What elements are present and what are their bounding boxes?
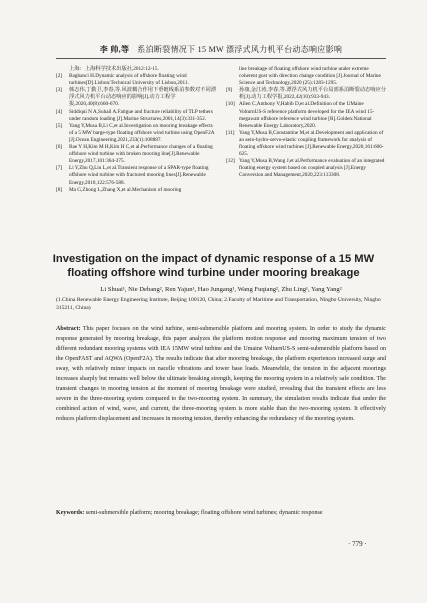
reference-number: [12]	[226, 158, 235, 165]
abstract-text: This paper focuses on the wind turbine, semi-submersible platform and mooring system. In order to study the dynamic response generated by mooring breakage, this paper analyzes the platform motion response and mooring maximum tension of two different redundant mooring systems with IEA 15MW wind turbine and the Umaine VolturnUS-S semi-submersible platform based on the OpenFAST and AQWA (OpenF2A). The results indicate that after mooring breakage, the platform experiences increased surge and sway, with relatively minor impacts on nacelle vibrations and tower base loads. Meanwhile, the tension in the adjacent moorings increases sharply but remains well below the ultimate breaking strength, keeping the mooring system in a relatively safe condition. The transient changes in mooring tension at the moment of mooring breakage were studied, revealing that the transient effects are less severe in the three-mooring system compared to the two-mooring system. In summary, the simulation results indicate that under the combined action of wind, wave, and current, the three-mooring system is more stable than the two-mooring system. It effectively reduces platform displacement and increases in mooring tension, thereby enhancing the redundancy of the mooring system.	[56, 326, 386, 423]
reference-item	[56, 144, 216, 165]
running-head-title: 系泊断裂情况下 15 MW 漂浮式风力机平台动态响应影响	[137, 45, 343, 54]
reference-number: [3]	[56, 87, 63, 94]
reference-list	[56, 66, 386, 224]
author-list: Li Shuai¹, Nie Debang², Ren Yajun¹, Hao Jungang¹, Wang Fuqiang², Zhu Ling¹, Yang Yang²	[100, 286, 342, 293]
reference-column-left	[56, 66, 216, 194]
reference-text: 韩志伟,丁勤卫,李春,等.风波耦合作用下垂链线系泊参数对不同漂浮式风力机平台动态响应的影响[J].动力工程学报,2020,40(8):660-670.	[69, 87, 216, 108]
reference-text: Bagbanci H.Dynamic analysis of offshore floating wind turbines[D].Lisbon:Technical University of Lisbon,2011.	[69, 73, 189, 87]
reference-text: 孙康,金江涛,李春,等.漂浮式风力机平台局部系泊断裂动态响应分析[J].动力工程学报,2022,42(10):933-943.	[239, 87, 386, 101]
page-number: · 779 ·	[348, 540, 367, 548]
reference-text: Li Y,Zhu Q,Liu L,et al.Transient response of a SPAR-type floating offshore wind turbine with fractured mooring lines[J].Renewable Energy,2018,122:576-588.	[69, 165, 209, 186]
reference-number: [5]	[56, 122, 63, 129]
reference-item	[226, 87, 386, 101]
reference-text: Yang Y,Musa B,Li C,et al.Investigation on mooring breakage effects of a 5 MW barge-type floating offshore wind turbine using OpenF2A [J].Ocean Engineering,2021,233(1):108887.	[69, 122, 215, 143]
reference-text: Yang Y,Musa B,Constantine M,et al.Development and application of an aero-hydro-servo-elastic coupling framework for analysis of floating offshore wind turbines [J].Renewable Energy,2020,161:606-625.	[239, 129, 384, 158]
reference-number: [6]	[56, 144, 63, 151]
running-head-authors: 李 帅,等	[99, 45, 130, 54]
reference-item	[226, 158, 386, 179]
reference-column-right	[226, 66, 386, 180]
reference-item	[56, 87, 216, 108]
reference-item	[56, 187, 216, 194]
reference-number: [2]	[56, 73, 63, 80]
english-title-line-2: floating offshore wind turbine under mooring breakage	[67, 267, 360, 279]
reference-item	[56, 73, 216, 87]
abstract-label: Abstract:	[56, 326, 81, 332]
reference-text: Yang Y,Musa B,Wang J,et al.Performance evaluation of an integrated floating energy system based on coupled analysis [J].Energy Conversion and Management,2020,223:113308.	[239, 158, 385, 179]
reference-number: [4]	[56, 108, 63, 115]
reference-text: Ma G,Zhong L,Zhang X,et al.Mechanism of mooring	[69, 186, 182, 193]
reference-text: line breakage of floating offshore wind turbine under extreme coherent gust with direction change condition [J].Journal of Marine Science and Technology,2020 (25):1283-1295.	[239, 66, 381, 87]
english-title	[30, 252, 397, 280]
reference-item	[226, 66, 386, 87]
keywords-label: Keywords:	[56, 510, 85, 516]
reference-text: 上海：上海科学技术出版社,2012:12-15.	[69, 66, 159, 72]
reference-number: [9]	[226, 87, 233, 94]
reference-number: [11]	[226, 129, 235, 136]
running-head	[56, 44, 386, 59]
reference-text: Allen C,Anthony V,Habib D,et al.Definition of the UMaine VolturnUS-S reference platform developed for the IEA wind 15-megawatt offshore reference wind turbine [R].Golden:National Renewable Energy Laboratory,2020.	[239, 101, 375, 129]
english-title-line-1: Investigation on the impact of dynamic response of a 15 MW	[52, 253, 375, 265]
abstract	[56, 324, 386, 424]
reference-text: Bae Y H,Kim M H,Kim H C,et al.Performance changes of a floating offshore wind turbine with broken mooring line[J].Renewable Energy,2017,101:364-375.	[69, 144, 213, 165]
reference-text: Siddiqui N A,Suhail A.Fatigue and fracture reliability of TLP tethers under random loading [J].Marine Structures,2001,14(3):331-352.	[69, 108, 213, 122]
affiliation: (1.China Renewable Energy Engineering Institute, Beijing 100120, China; 2.Faculty of Maritime and Transportation, Ningbo University, Ningbo 315211, China)	[56, 297, 381, 311]
reference-item	[226, 101, 386, 129]
reference-item	[56, 123, 216, 144]
keywords	[56, 508, 386, 518]
reference-item	[56, 109, 216, 123]
reference-number: [8]	[56, 186, 63, 193]
reference-item	[226, 130, 386, 158]
reference-number: [10]	[226, 101, 235, 108]
reference-number: [7]	[56, 165, 63, 172]
reference-item	[56, 165, 216, 186]
keywords-text: semi-submersible platform; mooring breakage; floating offshore wind turbines; dynamic response	[84, 510, 323, 516]
